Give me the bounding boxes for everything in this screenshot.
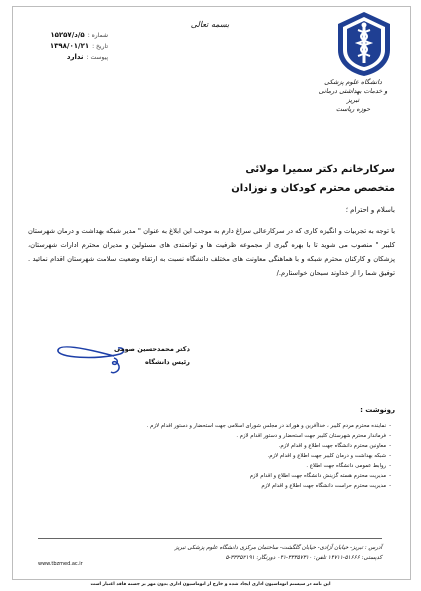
- letter-number-value: ۵/د/۱۵۲۵۷: [50, 31, 85, 39]
- university-name-line3: حوزه ریاست: [335, 105, 371, 113]
- letter-attachment-label: پیوست :: [86, 54, 108, 61]
- cc-list: [147, 421, 391, 491]
- letter-number-row: [18, 30, 108, 41]
- footer-address: آدرس : تبریز- خیابان آزادی- خیابان گلگشت- ساختمان مرکزی دانشگاه علوم پزشکی تبریز: [174, 545, 382, 551]
- footer-phone: کدپستی: ۵۱۶۶۶-۱۴۷۱۱ تلفن: ۳۳۳۵۷۳۱۰-۰۴۱ دورنگار: ۳۳۳۵۲۱۹۱-۵: [225, 555, 382, 561]
- cc-heading: رونوشت :: [360, 406, 395, 414]
- letter-date-label: تاریخ :: [92, 43, 108, 50]
- letter-body: با توجه به تجربیات و انگیزه کاری که در سرکارعالی سراغ دارم به موجب این ابلاغ به عنوان " مدیر شبکه بهداشت و درمان شهرستان کلیبر " منصوب می شوید تا با بهره گیری از مجموعه ظرفیت ها و توانمندی های مسئولین و مدیران محترم ادارات شهرستان، پزشکان و کارکنان محترم شبکه و با هماهنگی معاونت های مختلف دانشگاه نسبت به ارتقاء وضعیت سلامت شهرستان اقدام نمائید . توفیق شما را از خداوند سبحان خواستارم./: [28, 227, 395, 277]
- letter-meta: [18, 30, 108, 63]
- recipient-name: سرکارخانم دکتر سمیرا مولائی: [245, 164, 395, 175]
- signer-block: [114, 343, 190, 369]
- greeting-line: باسلام و احترام ؛: [345, 206, 395, 214]
- university-name-block: [312, 78, 394, 114]
- cc-item: - معاونین محترم دانشگاه جهت اطلاع و اقدام لازم.: [147, 441, 391, 451]
- letter-attachment-row: [18, 52, 108, 63]
- validity-notice: این نامه در سیستم اتوماسیون اداری ایجاد شده و خارج از اتوماسیون اداری بدون مهر بر جسته فاقد اعتبار است: [90, 582, 331, 587]
- signer-title: رئیس دانشگاه: [144, 358, 190, 366]
- cc-item: - مدیریت محترم حراست دانشگاه جهت اطلاع و اقدام لازم: [147, 481, 391, 491]
- footer-website: www.tbzmed.ac.ir: [38, 561, 83, 567]
- letter-date-value: ۱۳۹۸/۰۱/۲۱: [49, 42, 90, 50]
- recipient-block: [231, 160, 395, 198]
- cc-item: - روابط عمومی دانشگاه جهت اطلاع .: [147, 461, 391, 471]
- recipient-title: متخصص محترم کودکان و نوزادان: [231, 183, 395, 194]
- university-name-line1: دانشگاه علوم پزشکی: [324, 78, 382, 86]
- footer-divider: [38, 538, 382, 539]
- university-name-line2: و خدمات بهداشتی درمانی تبریز: [318, 87, 388, 104]
- cc-item: - شبکه بهداشت و درمان کلیبر جهت اطلاع و اقدام لازم.: [147, 451, 391, 461]
- cc-item: - مدیریت محترم هسته گزینش دانشگاه جهت اطلاع و اقدام لازم: [147, 471, 391, 481]
- cc-item: - فرماندار محترم شهرستان کلیبر جهت استحضار و دستور اقدام لازم .: [147, 431, 391, 441]
- letter-number-label: شماره :: [87, 32, 108, 39]
- footer-address-block: [62, 543, 382, 563]
- university-logo-icon: [336, 10, 392, 78]
- signer-name: دکتر محمدحسین صومی: [114, 345, 190, 353]
- cc-item: - نماینده محترم مردم کلیبر ، خداآفرین و هوراند در مجلس شورای اسلامی جهت استحضار و دستور اقدام لازم .: [147, 421, 391, 431]
- bismillah-heading: بسمه تعالی: [190, 20, 230, 29]
- letter-date-row: [18, 41, 108, 52]
- letter-attachment-value: ندارد: [66, 53, 84, 61]
